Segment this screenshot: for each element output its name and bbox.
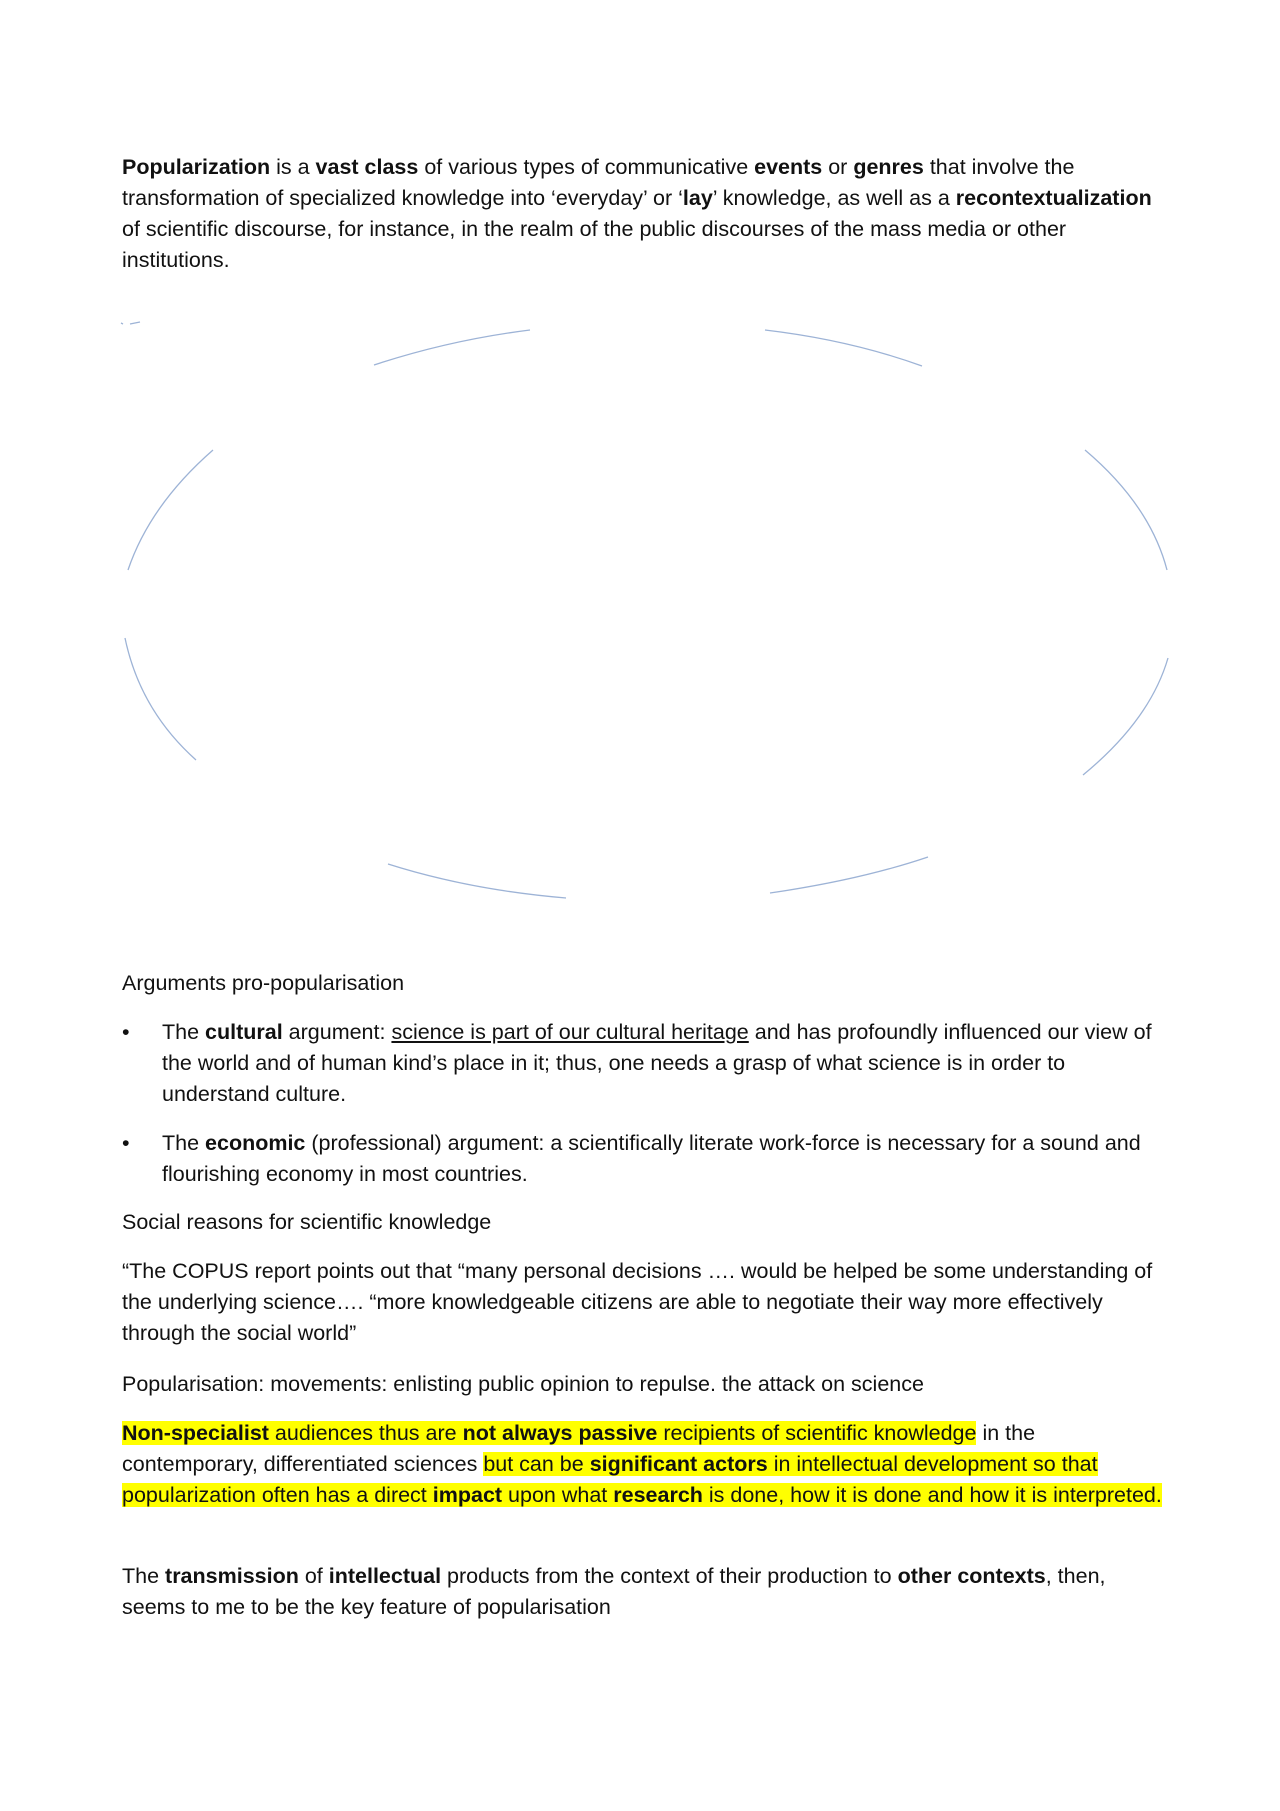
highlight: but can be significant actors in intellectual development so that popularization often has a direct impact upon what research is done, how it is done and how it is interpreted. [122,1452,1162,1507]
arc-lower-right [1083,658,1168,775]
nonspecialist-paragraph: Non-specialist audiences thus are not always passive recipients of scientific knowledge in the contemporary, differentiated sciences but can be significant actors in intellectual development so that popularization often has a direct impact upon what research is done, how it is done and how it is interpreted. [122,1421,1162,1507]
arguments-list [122,1017,1172,1190]
arc-bottom-right [770,857,928,893]
copus-quote: “The COPUS report points out that “many personal decisions …. would be helped be some understanding of the underlying science…. “more knowledgeable citizens are able to negotiate their way more effectively through the social world” [122,1259,1153,1345]
arguments-heading: Arguments pro-popularisation [122,971,405,995]
list-item: • The cultural argument: science is part of our cultural heritage and has profoundly influenced our view of the world and of human kind’s place in it; thus, one needs a grasp of what science is in order to understand culture. [122,1017,1172,1110]
intro-paragraph: Popularization is a vast class of various types of communicative events or genres that involve the transformation of specialized knowledge into ‘everyday’ or ‘lay’ knowledge, as well as a recontextualization of scientific discourse, for instance, in the realm of the public discourses of the mass media or other institutions. [122,155,1152,272]
movements-line: Popularisation: movements: enlisting public opinion to repulse. the attack on science [122,1372,924,1396]
bullet-icon: • [122,1131,130,1155]
arc-lower-left [125,638,196,760]
arc-upper-right [1085,450,1167,570]
arc-upper-left [128,450,213,570]
list-item: • The economic (professional) argument: a scientifically literate work-force is necessary for a sound and flourishing economy in most countries. [122,1128,1172,1190]
bullet-icon: • [122,1020,130,1044]
arc-bottom-left [388,864,566,898]
arc-top-left [374,330,530,365]
transmission-paragraph: The transmission of intellectual products from the context of their production to other contexts, then, seems to me to be the key feature of popularisation [122,1564,1106,1619]
social-heading: Social reasons for scientific knowledge [122,1210,492,1234]
highlight: Non-specialist audiences thus are not always passive recipients of scientific knowledge [122,1421,977,1445]
tiny-mark [121,322,140,324]
term-popularization: Popularization [122,155,271,179]
ellipse-arcs [121,322,1168,898]
arc-top-right [765,330,922,366]
